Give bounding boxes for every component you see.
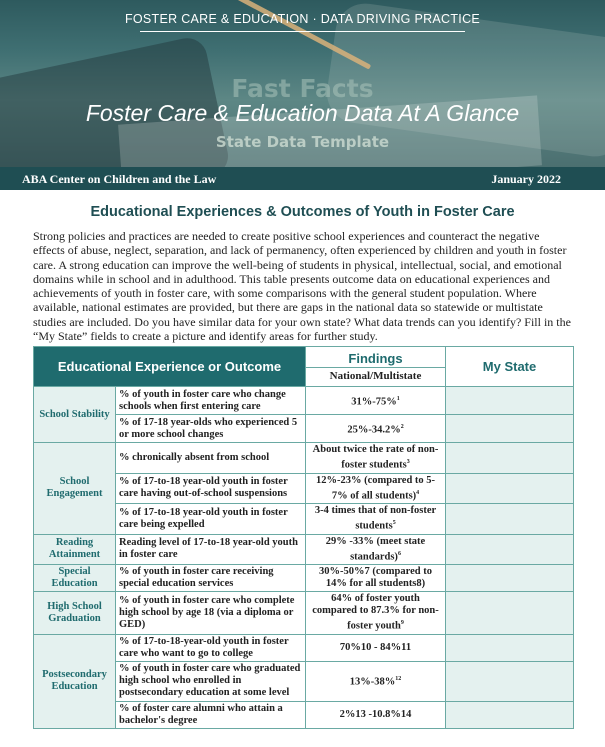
outcome-description: % of foster care alumni who attain a bachelor's degree	[116, 701, 306, 728]
my-state-input-cell[interactable]	[446, 592, 574, 635]
outcome-description: % of youth in foster care who graduated high school who enrolled in postsecondary education at some level	[116, 661, 306, 701]
outcomes-table	[33, 346, 574, 729]
date: January 2022	[491, 172, 561, 186]
section-heading: Educational Experiences & Outcomes of Youth in Foster Care	[90, 204, 515, 220]
organization: ABA Center on Children and the Law	[22, 172, 217, 186]
category-cell: High School Graduation	[34, 592, 116, 635]
category-cell: Special Education	[34, 565, 116, 592]
table-row	[34, 387, 574, 415]
outcome-description: % of youth in foster care who complete high school by age 18 (via a diploma or GED)	[116, 592, 306, 635]
my-state-input-cell[interactable]	[446, 634, 574, 661]
table-row	[34, 534, 574, 565]
outcome-description: % of 17-to-18 year-old youth in foster care having out-of-school suspensions	[116, 473, 306, 504]
table-row	[34, 565, 574, 592]
category-cell: School Engagement	[34, 443, 116, 535]
page-title: Foster Care & Education Data At A Glance	[85, 100, 520, 126]
outcome-description: % of 17-18 year-olds who experienced 5 or more school changes	[116, 415, 306, 443]
my-state-input-cell[interactable]	[446, 443, 574, 474]
outcome-description: % of youth in foster care who change schools when first entering care	[116, 387, 306, 415]
fast-facts-label: Fast Facts	[231, 74, 374, 103]
table-row	[34, 443, 574, 474]
national-finding: 70%10 - 84%11	[306, 634, 446, 661]
hero-banner	[0, 0, 605, 167]
outcome-description: % chronically absent from school	[116, 443, 306, 474]
template-label: State Data Template	[215, 133, 390, 151]
series-label: FOSTER CARE & EDUCATION · DATA DRIVING PRACTICE	[0, 12, 605, 26]
national-finding: 31%-75%$^1$	[306, 387, 446, 415]
outcome-description: Reading level of 17-to-18 year-old youth in foster care	[116, 534, 306, 565]
outcome-description: % of 17-to-18 year-old youth in foster care being expelled	[116, 504, 306, 535]
my-state-input-cell[interactable]	[446, 387, 574, 415]
info-bar	[0, 167, 605, 190]
my-state-header: My State	[446, 347, 574, 387]
my-state-input-cell[interactable]	[446, 473, 574, 504]
national-finding: 2%13 -10.8%14	[306, 701, 446, 728]
findings-header: Findings National/Multistate	[306, 347, 446, 387]
outcome-description: % of youth in foster care receiving special education services	[116, 565, 306, 592]
national-finding: About twice the rate of non-foster students$^3$	[306, 443, 446, 474]
category-cell: School Stability	[34, 387, 116, 443]
my-state-input-cell[interactable]	[446, 534, 574, 565]
table-row	[34, 592, 574, 635]
outcome-header: Educational Experience or Outcome	[34, 347, 306, 387]
national-finding: 30%-50%7 (compared to 14% for all students8)	[306, 565, 446, 592]
table-row	[34, 634, 574, 661]
my-state-input-cell[interactable]	[446, 661, 574, 701]
my-state-input-cell[interactable]	[446, 504, 574, 535]
national-finding: 64% of foster youth compared to 87.3% for non-foster youth$^9$	[306, 592, 446, 635]
my-state-input-cell[interactable]	[446, 701, 574, 728]
national-finding: 12%-23% (compared to 5-7% of all students)$^4$	[306, 473, 446, 504]
category-cell: Reading Attainment	[34, 534, 116, 565]
category-cell: Postsecondary Education	[34, 634, 116, 728]
national-finding: 13%-38%$^{12}$	[306, 661, 446, 701]
my-state-input-cell[interactable]	[446, 565, 574, 592]
my-state-input-cell[interactable]	[446, 415, 574, 443]
national-finding: 29% -33% (meet state standards)$^6$	[306, 534, 446, 565]
national-finding: 3-4 times that of non-foster students$^5$	[306, 504, 446, 535]
intro-paragraph: Strong policies and practices are needed to create positive school experiences and counteract the negative effects of abuse, neglect, separation, and lack of permanency, often experienced by children and youth in foster care. A strong education can improve the well-being of students in physical, intellectual, social, and emotional domains while in school and in adulthood. This table presents outcome data on educational experiences and achievements of youth in foster care, with some comparisons with the general student population. Where available, national estimates are provided, but there are gaps in the national data so statewide or multistate studies are included. Do you have similar data for your own state? What data trends can you identify? Fill in the “My State” fields to create a picture and identify areas for further study.	[33, 229, 571, 344]
national-finding: 25%-34.2%$^2$	[306, 415, 446, 443]
outcome-description: % of 17-to-18-year-old youth in foster care who want to go to college	[116, 634, 306, 661]
